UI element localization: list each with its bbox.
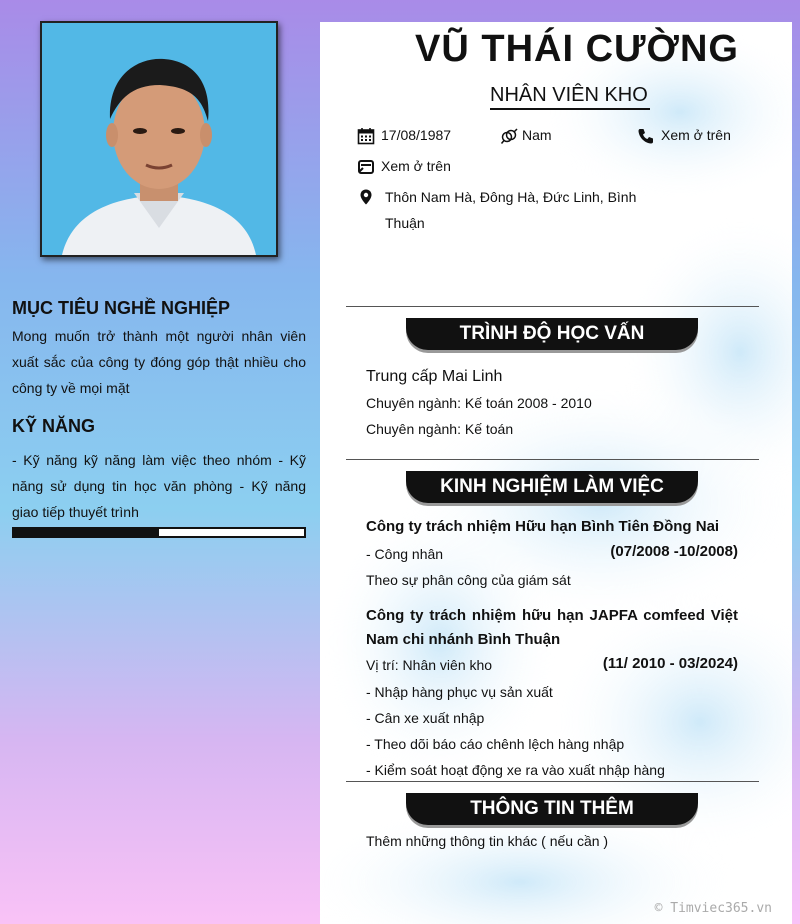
gender-row xyxy=(498,127,552,145)
calendar-icon xyxy=(357,127,375,145)
divider-additional xyxy=(346,781,759,782)
education-line-1: Chuyên ngành: Kế toán 2008 - 2010 xyxy=(366,395,592,411)
gender-icon xyxy=(498,127,520,145)
candidate-position: NHÂN VIÊN KHO xyxy=(490,84,650,110)
email-icon xyxy=(357,158,375,176)
job-2-role: Vị trí: Nhân viên kho xyxy=(366,657,493,673)
birthday-value: 17/08/1987 xyxy=(381,127,452,143)
objective-title: MỤC TIÊU NGHỀ NGHIỆP xyxy=(12,298,231,318)
divider-experience xyxy=(346,459,759,460)
portrait-illustration xyxy=(42,23,276,255)
job-1-role: - Công nhân xyxy=(366,546,444,562)
job-2-detail-3: - Theo dõi báo cáo chênh lệch hàng nhập xyxy=(366,736,625,752)
job-2-company: Công ty trách nhiệm hữu hạn JAPFA comfeed Việt Nam chi nhánh Bình Thuận xyxy=(366,607,738,648)
additional-text: Thêm những thông tin khác ( nếu cần ) xyxy=(366,833,609,849)
education-line-2: Chuyên ngành: Kế toán xyxy=(366,421,514,437)
gender-value: Nam xyxy=(522,127,552,143)
phone-icon xyxy=(637,127,655,145)
job-1-period: (07/2008 -10/2008) xyxy=(610,543,738,560)
objective-section xyxy=(12,298,306,401)
phone-value: Xem ở trên xyxy=(661,127,731,143)
birthday-row xyxy=(357,127,451,145)
skills-section xyxy=(12,416,306,538)
additional-title: THÔNG TIN THÊM xyxy=(406,793,698,825)
position-wrap xyxy=(490,84,650,110)
experience-title: KINH NGHIỆM LÀM VIỆC xyxy=(406,471,698,503)
job-2-detail-4: - Kiểm soát hoạt động xe ra vào xuất nhập hàng xyxy=(366,762,665,778)
address-row xyxy=(357,184,647,236)
email-row xyxy=(357,158,451,176)
watermark: © Timviec365.vn xyxy=(654,901,772,916)
job-2-period: (11/ 2010 - 03/2024) xyxy=(602,655,738,672)
profile-photo xyxy=(40,21,278,257)
skill-level-fill xyxy=(14,529,159,536)
job-1-company: Công ty trách nhiệm Hữu hạn Bình Tiên Đồng Nai xyxy=(366,518,720,535)
job-2-detail-2: - Cân xe xuất nhập xyxy=(366,710,485,726)
candidate-name: VŨ THÁI CƯỜNG xyxy=(415,28,739,70)
job-2-detail-1: - Nhập hàng phục vụ sản xuất xyxy=(366,684,553,700)
skills-title: KỸ NĂNG xyxy=(12,416,96,436)
location-icon xyxy=(357,188,375,206)
skills-text: - Kỹ năng kỹ năng làm việc theo nhóm - Kỹ năng sử dụng tin học văn phòng - Kỹ năng giao tiếp thuyết trình xyxy=(12,452,306,520)
education-school: Trung cấp Mai Linh xyxy=(366,368,503,385)
email-value: Xem ở trên xyxy=(381,158,451,174)
job-1-detail: Theo sự phân công của giám sát xyxy=(366,572,571,588)
education-title: TRÌNH ĐỘ HỌC VẤN xyxy=(406,318,698,350)
objective-text: Mong muốn trở thành một người nhân viên xuất sắc của công ty đóng góp thật nhiều cho công ty về mọi mặt xyxy=(12,328,306,396)
phone-row xyxy=(637,127,731,145)
divider-education xyxy=(346,306,759,307)
skill-level-bar xyxy=(12,527,306,538)
address-value: Thôn Nam Hà, Đông Hà, Đức Linh, Bình Thuận xyxy=(385,189,637,231)
